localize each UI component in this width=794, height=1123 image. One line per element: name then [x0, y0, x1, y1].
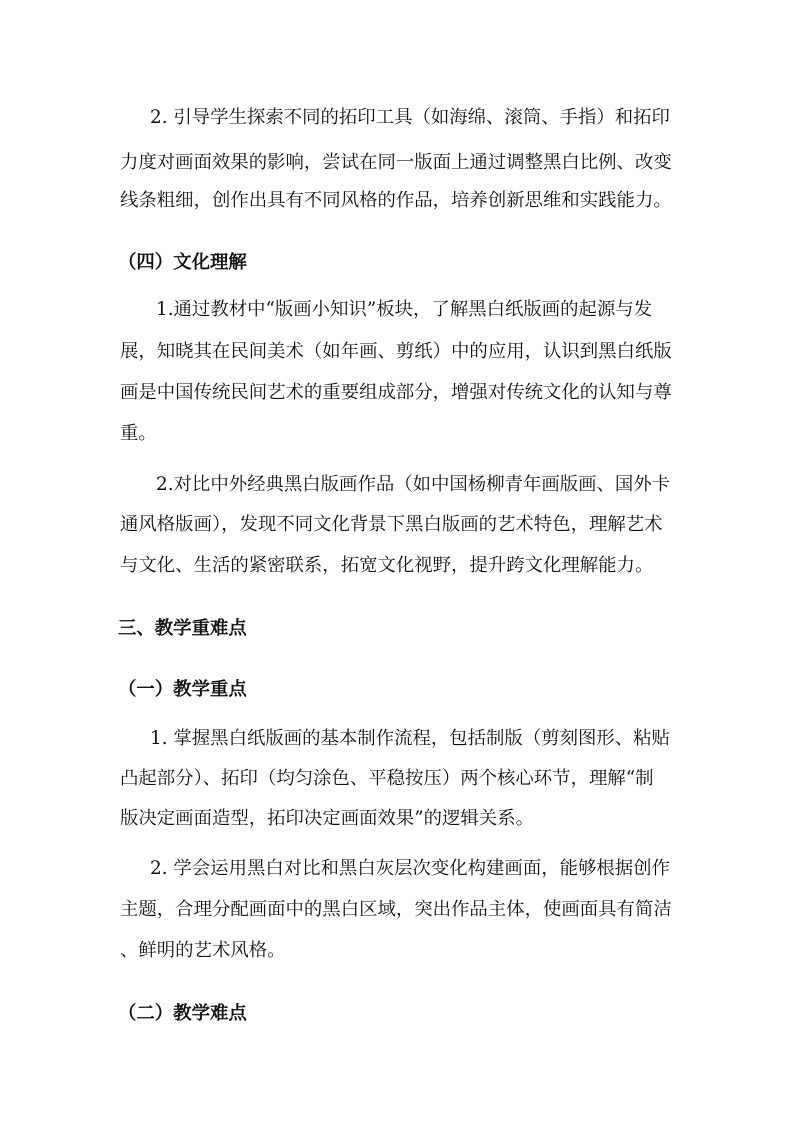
- paragraph-line: 展，知晓其在民间美术（如年画、剪纸）中的应用，认识到黑白纸版: [120, 341, 672, 362]
- paragraph-line: 1. 掌握黑白纸版画的基本制作流程，包括制版（剪刻图形、粘贴: [150, 728, 670, 749]
- paragraph-line: 2. 学会运用黑白对比和黑白灰层次变化构建画面，能够根据创作: [150, 858, 670, 879]
- paragraph-line: 通风格版画），发现不同文化背景下黑白版画的艺术特色，理解艺术: [120, 514, 663, 535]
- section-heading: 三、教学重难点: [118, 618, 247, 639]
- paragraph-line: 版决定画面造型，拓印决定画面效果”的逻辑关系。: [120, 808, 534, 829]
- paragraph-line: 力度对画面效果的影响，尝试在同一版面上通过调整黑白比例、改变: [120, 152, 672, 173]
- paragraph-line: 2.对比中外经典黑白版画作品（如中国杨柳青年画版画、国外卡: [156, 474, 671, 495]
- paragraph-line: 凸起部分）、拓印（均匀涂色、平稳按压）两个核心环节，理解“制: [120, 768, 654, 789]
- paragraph-line: 主题，合理分配画面中的黑白区域，突出作品主体，使画面具有简洁: [120, 899, 672, 920]
- paragraph-line: 1.通过教材中“版画小知识”板块，了解黑白纸版画的起源与发: [156, 299, 653, 320]
- paragraph-line: 重。: [120, 423, 157, 444]
- paragraph-line: 2. 引导学生探索不同的拓印工具（如海绵、滚筒、手指）和拓印: [150, 107, 670, 128]
- paragraph-line: 画是中国传统民间艺术的重要组成部分，增强对传统文化的认知与尊: [120, 382, 672, 403]
- subsection-heading: （二）教学难点: [118, 1003, 247, 1024]
- paragraph-line: 与文化、生活的紧密联系，拓宽文化视野，提升跨文化理解能力。: [120, 555, 654, 576]
- paragraph-line: 、鲜明的艺术风格。: [120, 940, 286, 961]
- section-heading: （四）文化理解: [118, 252, 247, 273]
- paragraph-line: 线条粗细，创作出具有不同风格的作品，培养创新思维和实践能力。: [120, 190, 672, 211]
- subsection-heading: （一）教学重点: [118, 679, 247, 700]
